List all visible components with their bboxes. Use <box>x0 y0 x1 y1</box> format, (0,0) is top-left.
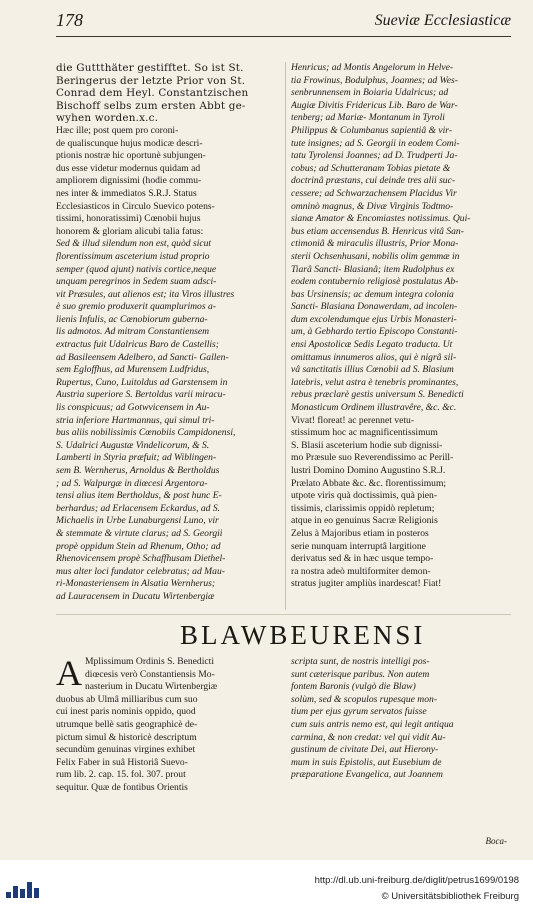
text-line: scripta sunt, de nostris intelligi pos- <box>291 656 430 667</box>
text-line: secundùm genuinas virgines exhibet <box>56 744 196 756</box>
text-line: mo Præsule suo Reverendissimo ac Perill- <box>291 452 454 464</box>
text-line: bus etiam accensendus B. Henricus vitâ San- <box>291 225 464 237</box>
text-line: cessere; ad Schwarzachensem Placidus Vir <box>291 187 457 199</box>
text-line: ctimoniâ & miraculis illustris, Prior Mona- <box>291 238 459 250</box>
text-line: solùm, sed & scopulos rupesque mon- <box>291 693 438 705</box>
text-line: diœcesis verò Constantiensis Mo- <box>85 668 215 680</box>
left-column-text <box>56 62 278 604</box>
text-line: fontem Baronis (vulgò die Blaw) <box>291 681 416 693</box>
text-line: sem B. Wernherus, Arnoldus & Bertholdus <box>56 465 220 476</box>
text-line: Vivat! floreat! ac perennet vetu- <box>291 414 415 426</box>
text-line: extractus fuit Udalricus Baro de Castellis; <box>56 339 219 351</box>
text-line: die Guttthäter gestifftet. So ist St. <box>56 62 244 74</box>
text-line: nasterium in Ducatu Wirtenbergiæ <box>85 681 218 693</box>
text-line: serie nunquam interruptâ largitione <box>291 540 426 552</box>
text-line: præparatione Evangelica, aut Joannem <box>291 769 443 781</box>
right-column-text <box>291 62 513 591</box>
text-line: pictum simul & historicè descriptum <box>56 731 197 743</box>
text-line: semper (quod ajunt) nativis cortice,neque <box>56 263 217 275</box>
text-line: utpote viris quà doctissimis, quà pien- <box>291 490 438 502</box>
section-title: BLAWBEURENSI <box>180 620 426 650</box>
text-line: sequitur. Quæ de fontibus Orientis <box>56 781 188 793</box>
text-line: wyhen worden.x.c. <box>56 112 159 125</box>
text-line: bus aliis nobilissimis Cœnobiis Campidonensi, <box>56 427 236 439</box>
text-line: vâ sanctitatis illius Cœnobii ad S. Blasium <box>291 364 454 376</box>
text-line: ptionis nostræ hic oportunè subjungen- <box>56 150 206 162</box>
text-line: Ecclesiasticos in Circulo Suevico potens- <box>56 200 215 212</box>
text-line: Lamberti in Styria præfuit; ad Wiblingen- <box>56 452 217 464</box>
text-line: ampliorem dignissimi (hodie commu- <box>56 175 202 187</box>
text-line: ri-Monasteriensem in Alsatia Wernherus; <box>56 578 216 590</box>
text-line: cui inest paris nominis oppido, quod <box>56 706 196 718</box>
text-line: ; ad S. Walpurgæ in diœcesi Argentora- <box>56 477 208 489</box>
text-line: Conrad dem Heyl. Constantzischen <box>56 87 249 100</box>
text-line: ra nostra adeò multiformiter demon- <box>291 565 431 577</box>
text-line: Michaelis in Urbe Lunaburgensi Luno, vir <box>56 515 219 527</box>
text-line: Augiæ Divitis Fridericus Lib. Baro de War- <box>291 99 458 111</box>
text-line: de qualiscunque hujus modicæ descri- <box>56 137 203 149</box>
text-line: lienis Infulis, ac Cœnobiorum guberna- <box>56 313 208 325</box>
bottom-left-column <box>56 653 278 795</box>
text-line: Sancti- Blasiana Donawerdam, ad incolen- <box>291 301 458 313</box>
text-line: um, à Gebhardo tertio Episcopo Constanti- <box>291 326 458 338</box>
viewer-footer <box>0 860 533 907</box>
text-line: Beringerus der letzte Prior von St. <box>56 74 246 87</box>
text-line: omninò magnus, & Divæ Virginis Todtmo- <box>291 200 454 212</box>
text-line: Hæc ille; post quem pro coroni- <box>56 124 179 136</box>
text-line: Zelus à Majoribus etiam in posteros <box>291 527 429 539</box>
text-line: propè oppidum Stein ad Rhenum, Otho; ad <box>56 540 221 552</box>
text-line: cobus; ad Schutteranam Tobias pietate & <box>291 162 451 174</box>
text-line: rebus præclarè gestis universum S. Benedicti <box>291 389 464 401</box>
header-rule <box>56 36 511 37</box>
text-line: sterii Ochsenhusani, nobilis olim gemmæ in <box>291 250 460 262</box>
text-line: berhardus; ad Erlacensem Eckardus, ad S. <box>56 502 221 514</box>
text-line: S. Udalrici Augustæ Vindelicorum, & S. <box>56 439 210 451</box>
document-url-link[interactable]: http://dl.ub.uni-freiburg.de/diglit/petrus1699/0198 <box>314 875 519 886</box>
text-line: derivatus sed & in hæc usque tempo- <box>291 553 434 565</box>
text-line: Henricus; ad Montis Angelorum in Helve- <box>291 62 454 73</box>
text-line: ad Lauracensem in Ducatu Wirtenbergiæ <box>56 590 215 602</box>
text-line: senbrunnensem in Boiaria Udalricus; ad <box>291 87 449 99</box>
text-line: dum excolendumque ejus Urbis Monasteri- <box>291 313 457 325</box>
text-line: stria inferiore Hartmannus, qui simul tri- <box>56 414 215 426</box>
text-line: ad Basileensem Adelbero, ad Sancti- Gallen- <box>56 351 229 363</box>
text-line: eodem contubernio religiosè postulatus Ab- <box>291 276 459 288</box>
text-line: latebris, velut astra è tenebris prominantes, <box>291 376 459 388</box>
text-line: ensi Apostolicæ Sedis Legato traducta. Ut <box>291 339 453 351</box>
text-line: atque in eo genuinus Sacræ Religionis <box>291 515 438 527</box>
text-line: mum in suis Epistolis, aut Eusebium de <box>291 756 442 768</box>
text-line: vit Præsules, aut alienos est; ita Viros illustres <box>56 288 235 300</box>
running-title: Sueviæ Ecclesiasticæ <box>374 12 511 29</box>
bottom-right-column <box>291 656 513 782</box>
text-line: stissimum hoc ac magnificentissimum <box>291 427 438 439</box>
text-line: unquam peregrinos in Sedem suam adsci- <box>56 276 217 288</box>
text-line: S. Blasii asceterium hodie sub dignissi- <box>291 439 443 451</box>
text-line: Rhenovicensem propè Schaffhusam Diethel- <box>56 553 226 565</box>
catchword: Boca- <box>485 836 507 846</box>
text-line: Prælato Abbate &c. &c. florentissimum; <box>291 477 447 489</box>
text-line: Philippus & Columbanus sapientiâ & vir- <box>291 124 453 136</box>
text-line: & stemmate & virtute clarus; ad S. Georgii <box>56 527 223 539</box>
text-line: doctrinâ præstans, cui deinde tres alii suc- <box>291 175 456 187</box>
text-line: Mplissimum Ordinis S. Benedicti <box>85 656 214 667</box>
text-line: Bischoff selbs zum ersten Abbt ge- <box>56 99 246 112</box>
text-line: omittamus innumeros alios, qui è nigrâ sil- <box>291 351 457 363</box>
text-line: Felix Faber in suâ Historiâ Suevo- <box>56 756 188 768</box>
text-line: Tiarâ Sancti- Blasianâ; item Rudolphus ex <box>291 263 455 275</box>
text-line: dus esse videtur modernus quidam ad <box>56 162 201 174</box>
text-line: stratus jugiter ampliùs inardescat! Fiat! <box>291 578 442 590</box>
text-line: Rupertus, Cuno, Luitoldus ad Garstensem in <box>56 376 228 388</box>
text-line: Sed & illud silendum non est, quòd sicut <box>56 238 212 250</box>
column-divider <box>285 62 286 610</box>
text-line: tissimi, honoratissimi) Cœnobii hujus <box>56 213 201 225</box>
text-line: Monasticum Ordinem illustravêre, &c. &c. <box>291 402 457 414</box>
text-line: sunt cæterisque paribus. Non autem <box>291 668 430 680</box>
text-line: carmina, & non credat: vel qui vidit Au- <box>291 731 446 743</box>
section-rule <box>56 614 511 615</box>
text-line: nes inter & immediatos S.R.J. Status <box>56 187 197 199</box>
copyright-notice: © Universitätsbibliothek Freiburg <box>381 891 519 902</box>
text-line: tium per ejus gyrum servatos fuisse <box>291 706 427 718</box>
text-line: tatu Tyrolensi Joannes; ad D. Trudperti Ja- <box>291 150 458 162</box>
text-line: utrumque bellè satis geographicè de- <box>56 718 198 730</box>
text-line: tute insignes; ad S. Georgii in eodem Comi- <box>291 137 460 149</box>
text-line: è suo gremio produxerit quamplurimos a- <box>56 301 216 313</box>
text-line: bas Ursinensis; ac demum integra colonia <box>291 288 454 300</box>
text-line: gustinum de civitate Dei, aut Hierony- <box>291 744 439 756</box>
text-line: mus alter loci fundator celebratus; ad Mau- <box>56 565 225 577</box>
text-line: tia Frowinus, Bodulphus, Joannes; ad Wes- <box>291 74 458 86</box>
text-line: honorem & gloriam alicubi talia fatus: <box>56 225 204 237</box>
text-line: lis admotos. Ad mitram Constantiensem <box>56 326 210 338</box>
text-line: tensi alius item Bertholdus, & post hunc E- <box>56 490 222 502</box>
drop-cap: A <box>56 653 82 693</box>
text-line: sianæ Amator & Encomiastes notissimus. Qui- <box>291 213 471 225</box>
text-line: Austria superiore S. Bertoldus varii miracu- <box>56 389 226 401</box>
page-number: 178 <box>56 10 83 30</box>
text-line: lis conspicuus; ad Gotwvicensem in Au- <box>56 402 210 414</box>
text-line: florentissimum asceterium istud proprio <box>56 250 210 262</box>
text-line: lustri Domino Domino Augustino S.R.J. <box>291 465 446 476</box>
text-line: sem Egloffhus, ad Murensem Ludfridus, <box>56 364 210 376</box>
text-line: tenberg; ad Mariæ- Montanum in Tyroli <box>291 112 445 124</box>
text-line: duobus ab Ulmâ milliaribus cum suo <box>56 693 198 705</box>
text-line: cum suis antris nemo est, qui legit antiqua <box>291 718 454 730</box>
page-header <box>56 8 511 36</box>
text-line: rum lib. 2. cap. 15. fol. 307. prout <box>56 769 186 781</box>
library-logo-icon <box>6 882 44 898</box>
text-line: tissimis, clarissimis oppidò repletum; <box>291 502 435 514</box>
